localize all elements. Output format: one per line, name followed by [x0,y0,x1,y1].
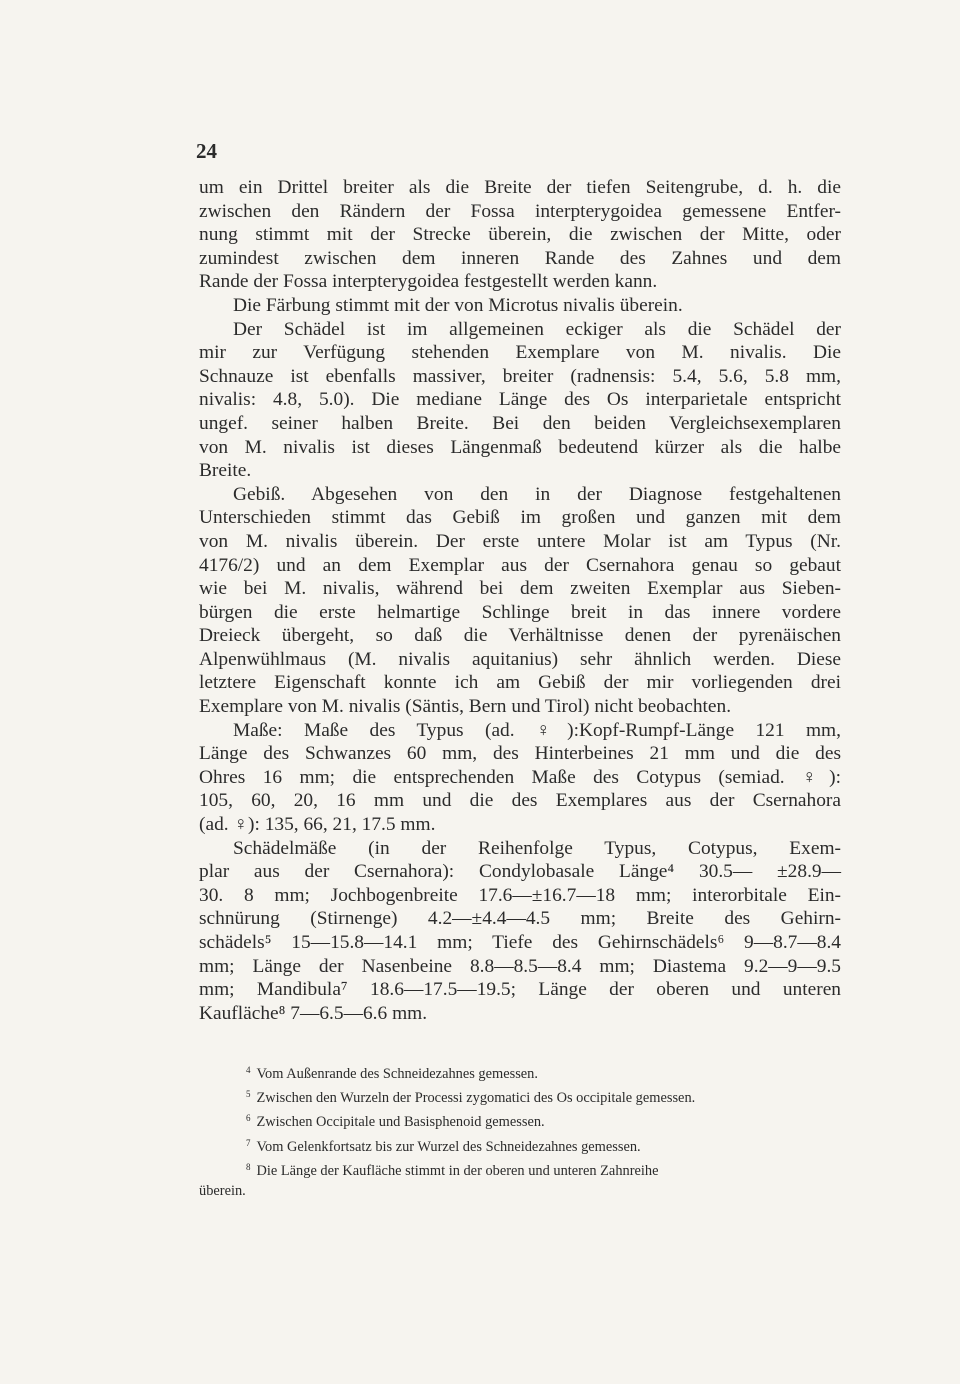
text-line: Die Färbung stimmt mit der von Microtus nivalis überein. [233,294,683,316]
text-line: mm; Länge der Nasenbeine 8.8—8.5—8.4 mm; Diastema 9.2—9—9.5 [199,955,841,977]
text-line: nung stimmt mit der Strecke überein, die zwischen der Mitte, oder [199,224,841,246]
text-line: von M. nivalis ist dieses Längenmaß bedeutend kürzer als die halbe [199,436,841,458]
footnote-number: 5 [246,1089,251,1100]
text-line: bürgen die erste helmartige Schlinge breit in das innere vordere [199,601,841,623]
text-line: Unterschieden stimmt das Gebiß im großen und ganzen mit dem [199,507,841,529]
text-line: Gebiß. Abgesehen von den in der Diagnose festgehaltenen [233,483,841,505]
footnote-text: Vom Gelenkfortsatz bis zur Wurzel des Schneidezahnes gemessen. [256,1138,641,1155]
footnotes [199,1060,841,1201]
footnote-text: Vom Außenrande des Schneidezahnes gemessen. [256,1066,538,1082]
text-line: 4176/2) und an dem Exemplar aus der Csernahora genau so gebaut [199,554,841,576]
text-line: Ohres 16 mm; die entsprechenden Maße des Cotypus (semiad. ♀): [199,766,841,788]
text-line: Kaufläche⁸ 7—6.5—6.6 mm. [199,1002,428,1024]
text-line: Schädelmäße (in der Reihenfolge Typus, Cotypus, Exem- [233,837,841,859]
text-line: nivalis: 4.8, 5.0). Die mediane Länge des Os interparietale entspricht [199,389,841,411]
text-line: 105, 60, 20, 16 mm und die des Exemplares aus der Csernahora [199,790,841,812]
text-line: Länge des Schwanzes 60 mm, des Hinterbeines 21 mm und die des [199,743,841,765]
footnote-text: Zwischen Occipitale und Basisphenoid gemessen. [256,1114,545,1131]
text-line: (ad. ♀): 135, 66, 21, 17.5 mm. [199,814,436,836]
footnote-number: 8 [246,1161,251,1172]
text-line: um ein Drittel breiter als die Breite der tiefen Seitengrube, d. h. die [199,177,841,198]
text-line: Dreieck übergeht, so daß die Verhältnisse denen der pyrenäischen [199,625,841,647]
body-text [199,176,841,1025]
text-line: letztere Eigenschaft konnte ich am Gebiß der mir vorliegenden drei [199,672,841,694]
footnote-number: 4 [246,1065,251,1075]
text-line: Alpenwühlmaus (M. nivalis aquitanius) sehr ähnlich werden. Diese [199,648,841,670]
text-line: schädels⁵ 15—15.8—14.1 mm; Tiefe des Gehirnschädels⁶ 9—8.7—8.4 [199,932,841,953]
footnote [199,1084,841,1108]
text-line: Exemplare von M. nivalis (Säntis, Bern und Tirol) nicht beobachten. [199,696,732,718]
footnote-text: Zwischen den Wurzeln der Processi zygomatici des Os occipitale gemessen. [256,1090,696,1107]
text-line: mir zur Verfügung stehenden Exemplare von M. nivalis. Die [199,342,841,364]
footnote [199,1108,841,1132]
text-line: schnürung (Stirnenge) 4.2—±4.4—4.5 mm; Breite des Gehirn- [199,908,841,930]
text-line: Breite. [199,460,252,482]
footnote [199,1157,841,1181]
footnote-number: 6 [246,1113,251,1124]
footnote-number: 7 [246,1137,251,1148]
text-line: Rande der Fossa interpterygoidea festgestellt werden kann. [199,271,658,293]
footnote-text: Die Länge der Kaufläche stimmt in der oberen und unteren Zahnreihe [256,1162,659,1179]
text-line: 30. 8 mm; Jochbogenbreite 17.6—±16.7—18 mm; interorbitale Ein- [199,884,841,906]
text-line: wie bei M. nivalis, während bei dem zweiten Exemplar aus Sieben- [199,578,841,600]
text-line: mm; Mandibula⁷ 18.6—17.5—19.5; Länge der oberen und unteren [199,979,841,1001]
text-line: von M. nivalis überein. Der erste untere Molar ist am Typus (Nr. [199,530,841,552]
text-line: zumindest zwischen dem inneren Rande des Zahnes und dem [199,247,841,269]
footnote-continuation [199,1181,841,1201]
text-line: Maße: Maße des Typus (ad. ♀):Kopf-Rumpf-Länge 121 mm, [233,719,841,741]
footnote-text: überein. [199,1183,246,1200]
footnote [199,1133,841,1157]
text-line: Schnauze ist ebenfalls massiver, breiter (radnensis: 5.4, 5.6, 5.8 mm, [199,365,841,387]
text-line: zwischen den Rändern der Fossa interpterygoidea gemessene Entfer- [199,200,841,222]
text-line: plar aus der Csernahora): Condylobasale Länge⁴ 30.5— ±28.9— [199,861,841,883]
page-number: 24 [196,139,217,163]
text-line: Der Schädel ist im allgemeinen eckiger als die Schädel der [233,318,841,340]
footnote [199,1060,841,1084]
text-line: ungef. seiner halben Breite. Bei den beiden Vergleichsexemplaren [199,412,841,434]
